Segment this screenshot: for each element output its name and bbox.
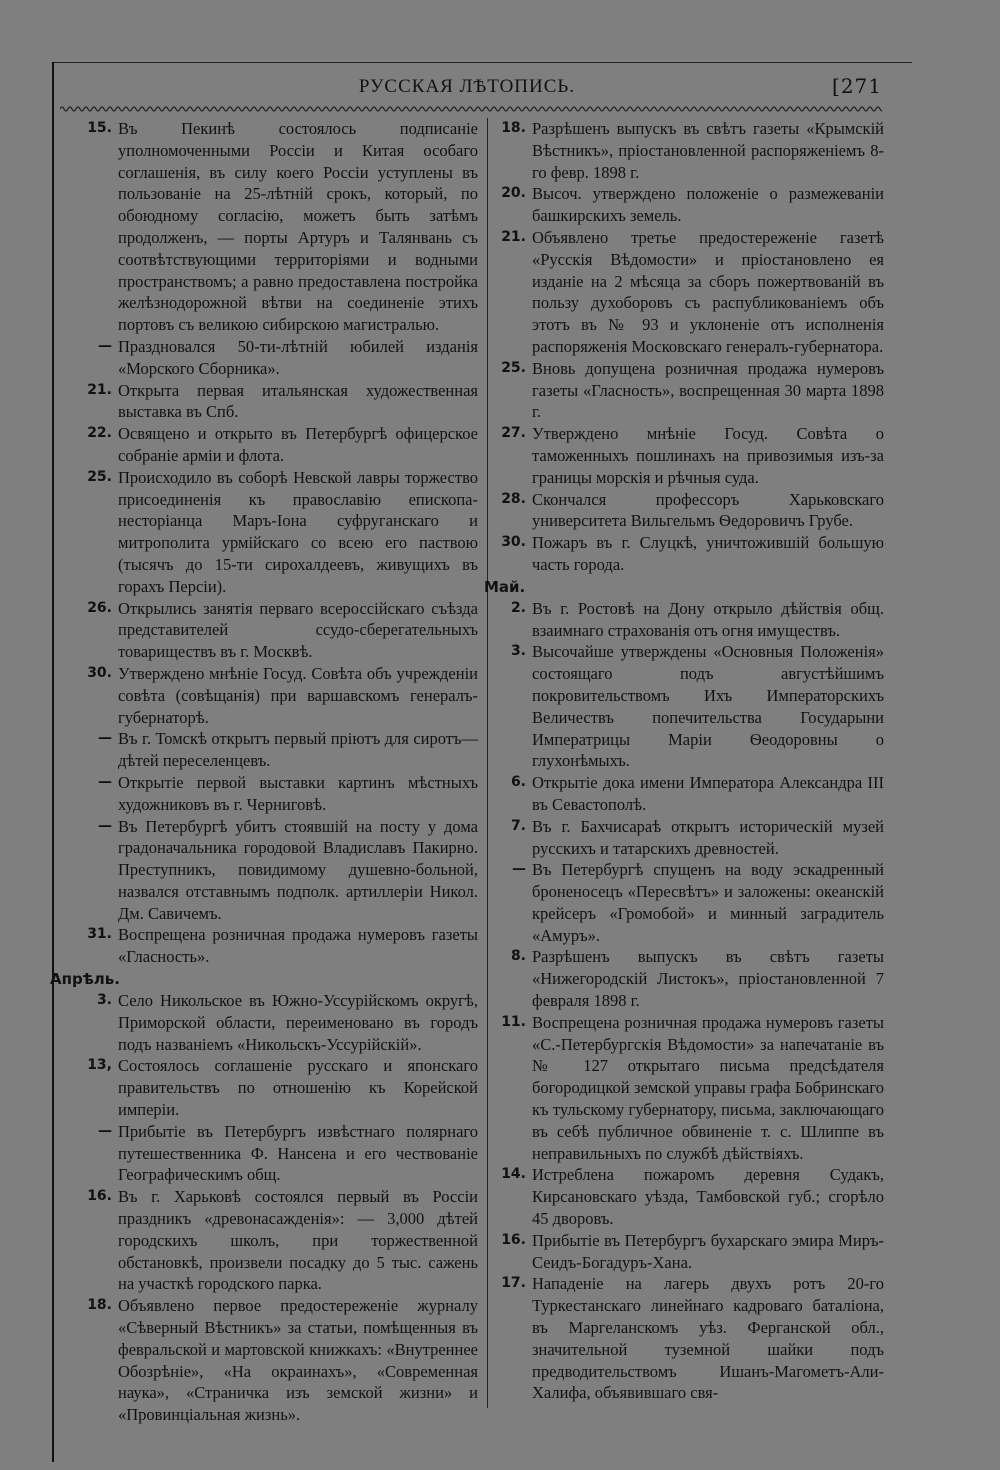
entry-date: 20. bbox=[501, 185, 526, 202]
entry-date: 18. bbox=[87, 1297, 112, 1314]
chronicle-entry bbox=[58, 423, 478, 467]
entry-text: Открытіе дока имени Императора Александра III въ Севастополѣ. bbox=[532, 773, 884, 814]
entry-text: Вновь допущена розничная продажа нумеровъ газеты «Гласность», воспрещенная 30 марта 1898 г. bbox=[532, 358, 884, 422]
entry-date: 30. bbox=[87, 664, 112, 681]
chronicle-entry bbox=[58, 380, 478, 424]
chronicle-entry bbox=[498, 772, 884, 816]
entry-text: Въ г. Ростовѣ на Дону открыло дѣйствія общ. взаимнаго страхованія отъ огня имуществъ. bbox=[532, 598, 884, 640]
entry-date: 3. bbox=[510, 643, 526, 660]
entry-date: 13, bbox=[87, 1057, 112, 1074]
entry-date: 7. bbox=[510, 817, 526, 834]
entry-text: Въ г. Бахчисараѣ открытъ историческій музей русскихъ и татарскихъ древностей. bbox=[532, 816, 884, 858]
entry-text: Истреблена пожаромъ деревня Судакъ, Кирсановскаго уѣзда, Тамбовской губ.; сгорѣло 45 дворовъ. bbox=[532, 1165, 884, 1229]
entry-text: Въ г. Харьковѣ состоялся первый въ Россіи праздникъ «древонасажденія»: — 3,000 дѣтей городскихъ школъ, при торжественной обстановкѣ, произвели посадку до 5 тыс. сажень на участкѣ городского парка. bbox=[118, 1187, 478, 1294]
month-heading: Апрѣль. bbox=[50, 970, 120, 989]
chronicle-entry bbox=[58, 336, 478, 380]
page-frame-left-line bbox=[52, 62, 54, 1462]
chronicle-entry bbox=[498, 532, 884, 576]
entry-text: Въ г. Томскѣ открытъ первый пріютъ для сиротъ—дѣтей переселенцевъ. bbox=[118, 729, 478, 771]
entry-date: 22. bbox=[87, 425, 112, 442]
chronicle-entry bbox=[498, 859, 884, 946]
chronicle-entry bbox=[58, 663, 478, 728]
page-frame-top-line bbox=[52, 62, 912, 63]
entry-date: 11. bbox=[501, 1013, 526, 1030]
entry-date: 8. bbox=[510, 948, 526, 965]
entry-date: 15. bbox=[87, 120, 112, 136]
chronicle-entry bbox=[58, 728, 478, 772]
chronicle-entry bbox=[498, 946, 884, 1011]
entry-date: 31. bbox=[87, 926, 112, 943]
entry-text: Открытіе первой выставки картинъ мѣстныхъ художниковъ въ г. Черниговѣ. bbox=[118, 772, 478, 814]
entry-text: Разрѣшенъ выпускъ въ свѣтъ газеты «Крымскій Вѣстникъ», пріостановленной распоряженіемъ 8-го февр. 1898 г. bbox=[532, 119, 884, 182]
entry-text: Утверждено мнѣніе Госуд. Совѣта о таможенныхъ пошлинахъ на привозимыя изъ-за границы морскія и рѣчныя суда. bbox=[532, 424, 884, 487]
entry-date: 16. bbox=[87, 1188, 112, 1205]
chronicle-entry bbox=[498, 183, 884, 227]
chronicle-entry bbox=[58, 816, 478, 925]
chronicle-entry bbox=[498, 358, 884, 423]
entry-text: Высоч. утверждено положеніе о размежеваніи башкирскихъ земель. bbox=[532, 184, 884, 226]
entry-text: Село Никольское въ Южно-Уссурійскомъ округѣ, Приморской области, переименовано въ городъ подъ названіемъ «Никольскъ-Уссурійскій». bbox=[118, 991, 478, 1054]
chronicle-entry bbox=[58, 990, 478, 1055]
chronicle-entry bbox=[498, 1273, 884, 1404]
entry-text: Происходило въ соборѣ Невской лавры торжество присоединенія къ православію епископа-несторіанца Маръ-Іона суфруганскаго и митрополита урмійскаго со всею его паствою (тысячъ до 15-ти сирохалдеевъ, живущихъ въ горахъ Персіи). bbox=[118, 467, 478, 596]
entry-date: 21. bbox=[501, 228, 526, 245]
entry-date: — bbox=[98, 730, 112, 747]
chronicle-entry bbox=[58, 467, 478, 598]
entry-date: — bbox=[98, 773, 112, 790]
page-number: [271 bbox=[832, 74, 882, 98]
entry-text: Прибытіе въ Петербургъ бухарскаго эмира Миръ-Сеидъ-Богадуръ-Хана. bbox=[532, 1230, 884, 1272]
chronicle-entry bbox=[498, 227, 884, 358]
chronicle-entry bbox=[58, 924, 478, 968]
entry-text: Высочайше утверждены «Основныя Положенія» состоящаго подъ августѣйшимъ покровительствомъ Ихъ Императорскихъ Величествъ попечительства Государыни Императрицы Маріи Ѳеодоровны о глухонѣмыхъ. bbox=[532, 642, 884, 771]
entry-date: 2. bbox=[510, 599, 526, 616]
entry-text: Нападеніе на лагерь двухъ ротъ 20-го Туркестанскаго линейнаго кадроваго баталіона, въ Маргеланскомъ уѣз. Ферганской обл., значительной туземной шайки подъ предводительствомъ Ишанъ-Магометъ-Али-Халифа, объявившаго свя- bbox=[532, 1274, 884, 1403]
column-divider bbox=[487, 118, 488, 1408]
entry-date: 27. bbox=[501, 425, 526, 442]
entry-date: 17. bbox=[501, 1275, 526, 1292]
entry-text: Разрѣшенъ выпускъ въ свѣтъ газеты «Нижегородскій Листокъ», пріостановленной 7 февраля 1898 г. bbox=[532, 947, 884, 1011]
entry-text: Въ Петербургѣ спущенъ на воду эскадренный броненосецъ «Пересвѣтъ» и заложены: океанскій крейсеръ «Громобой» и минный заградитель «Амуръ». bbox=[532, 860, 884, 945]
chronicle-entry bbox=[58, 1186, 478, 1295]
chronicle-entry bbox=[498, 816, 884, 860]
entry-text: Открыта первая итальянская художественная выставка въ Спб. bbox=[118, 380, 478, 422]
chronicle-entry bbox=[58, 1295, 478, 1426]
entry-date: 26. bbox=[87, 599, 112, 616]
chronicle-entry bbox=[498, 489, 884, 533]
entry-date: 18. bbox=[501, 120, 526, 136]
chronicle-entry bbox=[58, 1121, 478, 1186]
entry-text: Утверждено мнѣніе Госуд. Совѣта объ учрежденіи совѣта (совѣщанія) при варшавскомъ генералъ-губернаторѣ. bbox=[118, 663, 478, 727]
entry-text: Пожаръ въ г. Слуцкѣ, уничтожившій большую часть города. bbox=[532, 533, 884, 574]
entry-text: Объявлено первое предостереженіе журналу «Сѣверный Вѣстникъ» за статьи, помѣщенныя въ февральской и мартовской книжкахъ: «Внутреннее Обозрѣніе», «На окраинахъ», «Современная наука», «Страничка изъ земской жизни» и «Провинціальная жизнь». bbox=[118, 1296, 478, 1425]
entry-text: Воспрещена розничная продажа нумеровъ газеты «С.-Петербургскія Вѣдомости» за напечатаніе въ № 127 открытаго письма предсѣдателя богородицкой земской управы графа Бобринскаго къ тульскому губернатору, письма, заключающаго въ себѣ публичное обвиненіе т. с. Шлиппе въ неправильныхъ по службѣ дѣйствіяхъ. bbox=[532, 1012, 884, 1163]
left-column bbox=[50, 118, 478, 1426]
entry-text: Освящено и открыто въ Петербургѣ офицерское собраніе арміи и флота. bbox=[118, 424, 478, 465]
month-heading: Май. bbox=[484, 577, 526, 596]
entry-date: 14. bbox=[501, 1166, 526, 1183]
chronicle-entry bbox=[498, 1230, 884, 1274]
chronicle-entry bbox=[498, 1164, 884, 1229]
entry-date: 30. bbox=[501, 534, 526, 551]
entry-text: Въ Петербургѣ убитъ стоявшій на посту у дома градоначальника городовой Владиславъ Пакирно. Преступникъ, повидимому душевно-больной, назвался отставнымъ подполк. артиллеріи Никол. Дм. Савичемъ. bbox=[118, 816, 478, 923]
chronicle-entry bbox=[498, 598, 884, 642]
chronicle-entry bbox=[58, 598, 478, 663]
wavy-rule bbox=[60, 104, 882, 114]
entry-date: 3. bbox=[96, 992, 112, 1009]
entry-date: 25. bbox=[87, 468, 112, 485]
entry-date: 16. bbox=[501, 1231, 526, 1248]
chronicle-entry bbox=[58, 1055, 478, 1120]
entry-date: 6. bbox=[510, 774, 526, 791]
chronicle-entry bbox=[498, 423, 884, 488]
chronicle-entry bbox=[58, 772, 478, 816]
chronicle-entry bbox=[498, 118, 884, 183]
entry-text: Праздновался 50-ти-лѣтній юбилей изданія «Морского Сборника». bbox=[118, 336, 478, 378]
entry-date: — bbox=[512, 861, 526, 878]
running-header bbox=[52, 76, 882, 102]
chronicle-entry bbox=[58, 118, 478, 336]
right-column bbox=[484, 118, 884, 1404]
entry-text: Состоялось соглашеніе русскаго и японскаго правительствъ по отношенію къ Корейской имперіи. bbox=[118, 1056, 478, 1120]
entry-text: Прибытіе въ Петербургъ извѣстнаго полярнаго путешественника Ф. Нансена и его чествованіе Географическимъ общ. bbox=[118, 1121, 478, 1185]
entry-text: Въ Пекинѣ состоялось подписаніе уполномоченными Россіи и Китая особаго соглашенія, въ силу коего Россіи уступлены въ пользованіе на 25-лѣтній срокъ, который, по обоюдному согласію, можетъ быть затѣмъ продолженъ, — порты Артуръ и Талянвань съ соотвѣтствующими территоріями и водными пространствомъ; а равно предоставлена постройка желѣзнодорожной вѣтви на соединеніе этихъ портовъ съ великою сибирскою магистралью. bbox=[118, 119, 478, 335]
entry-date: — bbox=[98, 817, 112, 834]
entry-date: 25. bbox=[501, 359, 526, 376]
chronicle-entry bbox=[498, 1012, 884, 1165]
entry-date: — bbox=[98, 1122, 112, 1139]
entry-date: — bbox=[98, 337, 112, 354]
entry-date: 28. bbox=[501, 490, 526, 507]
journal-title: РУССКАЯ ЛѢТОПИСЬ. bbox=[358, 76, 576, 97]
chronicle-entry bbox=[498, 641, 884, 772]
entry-text: Воспрещена розничная продажа нумеровъ газеты «Гласность». bbox=[118, 925, 478, 967]
entry-text: Скончался профессоръ Харьковскаго университета Вильгельмъ Ѳедоровичъ Грубе. bbox=[532, 489, 884, 531]
entry-text: Объявлено третье предостереженіе газетѣ «Русскія Вѣдомости» и пріостановлено ея изданіе на 2 мѣсяца за сборъ пожертвованій въ пользу духоборовъ съ распубликованіемъ объ этотъ въ № 93 и уклоненіе отъ исполненія распоряженія Московскаго генералъ-губернатора. bbox=[532, 227, 884, 356]
entry-text: Открылись занятія перваго всероссійскаго съѣзда представителей ссудо-сберегательныхъ товариществъ въ г. Москвѣ. bbox=[118, 598, 478, 662]
entry-date: 21. bbox=[87, 381, 112, 398]
